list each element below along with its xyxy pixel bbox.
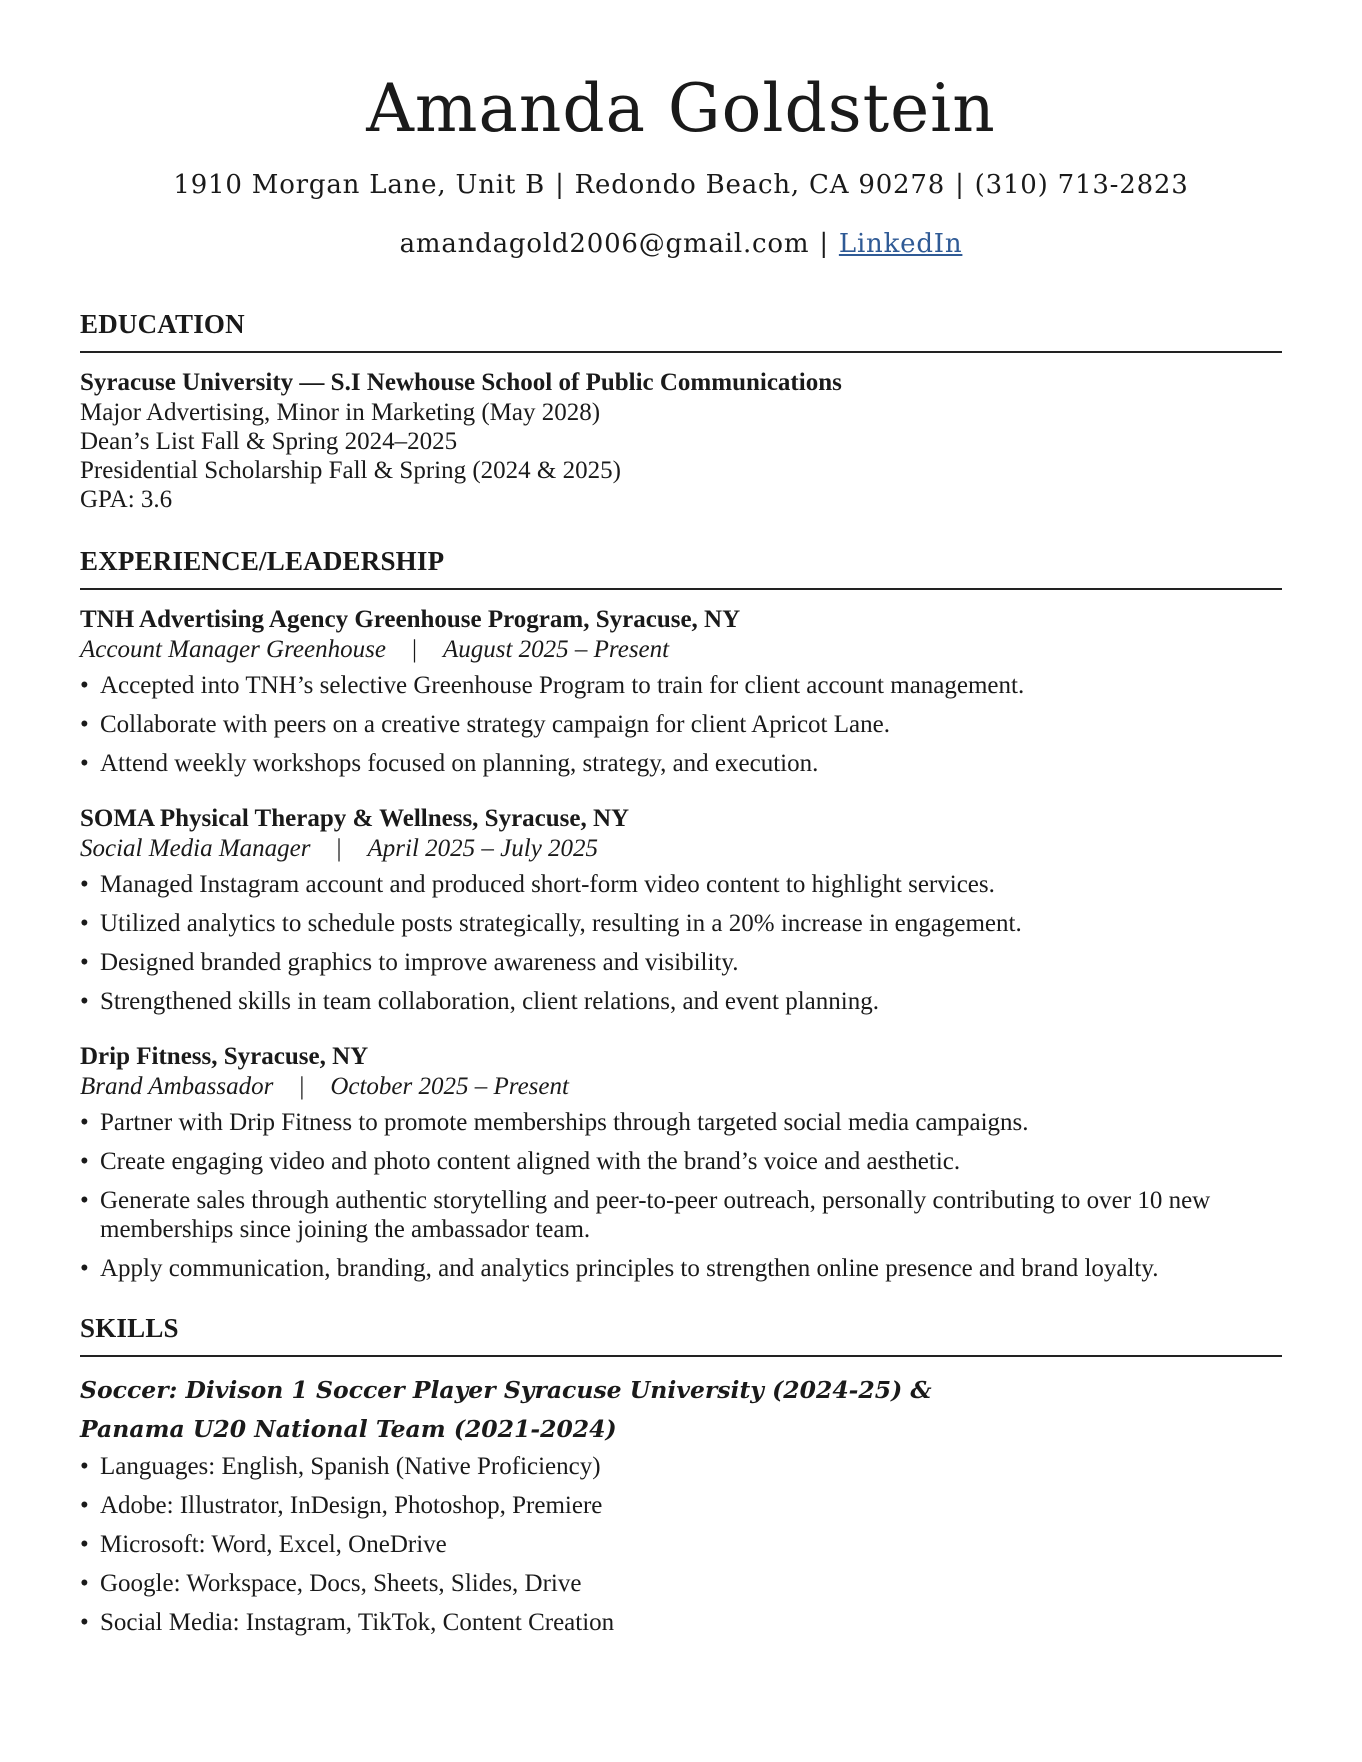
job-org: TNH Advertising Agency Greenhouse Program, Syracuse, NY [80,606,741,633]
bullet-icon: • [80,1609,89,1636]
skills-headline-line-1: Soccer: Divison 1 Soccer Player Syracuse University (2024-25) & [80,1376,932,1404]
bullet-text: Apply communication, branding, and analytics principles to strengthen online presence and brand loyalty. [100,1255,1159,1282]
section-title-experience: EXPERIENCE/LEADERSHIP [80,544,1282,590]
bullet-icon: • [80,1148,89,1175]
job-role-line [80,635,1282,665]
job-org: Drip Fitness, Syracuse, NY [80,1043,369,1070]
skills-section [80,1311,1282,1637]
job-role: Social Media Manager [80,835,311,862]
job-role-line [80,834,1282,864]
bullet-icon: • [80,711,89,738]
bullet-text: Strengthened skills in team collaboration, client relations, and event planning. [100,988,879,1015]
skills-list [80,1452,1282,1637]
experience-section [80,544,1282,1283]
list-item [80,1569,1282,1598]
bullet-icon: • [80,871,89,898]
separator: | [411,636,417,663]
job-bullets [80,671,1282,778]
list-item [80,909,1282,938]
bullet-icon: • [80,1255,89,1282]
contact-line-online [80,227,1282,261]
education-line-deans-list: Dean’s List Fall & Spring 2024–2025 [80,428,458,455]
bullet-icon: • [80,750,89,777]
bullet-icon: • [80,988,89,1015]
job-entry-drip [80,1042,1282,1283]
bullet-text: Create engaging video and photo content aligned with the brand’s voice and aesthetic. [100,1148,961,1175]
bullet-icon: • [80,1109,89,1136]
list-item [80,1530,1282,1559]
bullet-text: Designed branded graphics to improve awareness and visibility. [100,949,739,976]
bullet-icon: • [80,1453,89,1480]
list-item [80,710,1282,739]
education-section [80,307,1282,514]
job-dates: April 2025 – July 2025 [367,835,599,862]
bullet-icon: • [80,672,89,699]
job-bullets [80,1108,1282,1283]
list-item [80,749,1282,778]
job-dates: August 2025 – Present [442,636,670,663]
separator: | [336,835,342,862]
bullet-icon: • [80,1492,89,1519]
bullet-icon: • [80,949,89,976]
education-entry [80,368,1282,514]
skill-text: Social Media: Instagram, TikTok, Content Creation [100,1609,615,1636]
skills-headline-line-2: Panama U20 National Team (2021-2024) [80,1415,617,1443]
job-role: Account Manager Greenhouse [80,636,386,663]
school-name: Syracuse University — S.I Newhouse School of Public Communications [80,369,842,396]
bullet-text: Accepted into TNH’s selective Greenhouse Program to train for client account management. [100,672,1025,699]
bullet-icon: • [80,1531,89,1558]
bullet-text: Managed Instagram account and produced short-form video content to highlight services. [100,871,995,898]
separator: | [299,1073,305,1100]
job-bullets [80,870,1282,1016]
list-item [80,1186,1282,1244]
candidate-name: Amanda Goldstein [366,70,996,147]
section-title-skills: SKILLS [80,1311,1282,1357]
education-line-scholarship: Presidential Scholarship Fall & Spring (2024 & 2025) [80,457,621,484]
job-entry-tnh [80,605,1282,778]
list-item [80,1608,1282,1637]
separator: | [555,170,565,200]
list-item [80,1108,1282,1137]
list-item [80,987,1282,1016]
list-item [80,870,1282,899]
bullet-text: Generate sales through authentic storytelling and peer-to-peer outreach, personally contributing to over 10 new memberships since joining the ambassador team. [100,1187,1211,1243]
education-line-major: Major Advertising, Minor in Marketing (May 2028) [80,399,601,426]
separator: | [819,229,829,259]
bullet-text: Attend weekly workshops focused on planning, strategy, and execution. [100,750,819,777]
skill-text: Languages: English, Spanish (Native Proficiency) [100,1453,601,1480]
list-item [80,1147,1282,1176]
bullet-text: Partner with Drip Fitness to promote memberships through targeted social media campaigns. [100,1109,1029,1136]
contact-line-address [80,168,1282,202]
list-item [80,948,1282,977]
bullet-icon: • [80,1187,89,1214]
job-role-line [80,1072,1282,1102]
bullet-icon: • [80,1570,89,1597]
job-dates: October 2025 – Present [330,1073,569,1100]
bullet-text: Collaborate with peers on a creative strategy campaign for client Apricot Lane. [100,711,890,738]
skill-text: Microsoft: Word, Excel, OneDrive [100,1531,447,1558]
list-item [80,1254,1282,1283]
linkedin-link[interactable]: LinkedIn [838,229,963,259]
skill-text: Google: Workspace, Docs, Sheets, Slides, Drive [100,1570,582,1597]
job-org: SOMA Physical Therapy & Wellness, Syracuse, NY [80,805,630,832]
skill-text: Adobe: Illustrator, InDesign, Photoshop, Premiere [100,1492,603,1519]
job-role: Brand Ambassador [80,1073,274,1100]
separator: | [955,170,965,200]
section-title-education: EDUCATION [80,307,1282,353]
bullet-text: Utilized analytics to schedule posts strategically, resulting in a 20% increase in engagement. [100,910,1022,937]
email: amandagold2006@gmail.com [399,229,810,259]
city: Redondo Beach, CA 90278 [574,170,946,200]
bullet-icon: • [80,910,89,937]
job-entry-soma [80,804,1282,1016]
address: 1910 Morgan Lane, Unit B [173,170,546,200]
education-line-gpa: GPA: 3.6 [80,486,173,513]
list-item [80,1491,1282,1520]
skills-headline [80,1371,1282,1449]
list-item [80,671,1282,700]
list-item [80,1452,1282,1481]
phone: (310) 713-2823 [974,170,1189,200]
